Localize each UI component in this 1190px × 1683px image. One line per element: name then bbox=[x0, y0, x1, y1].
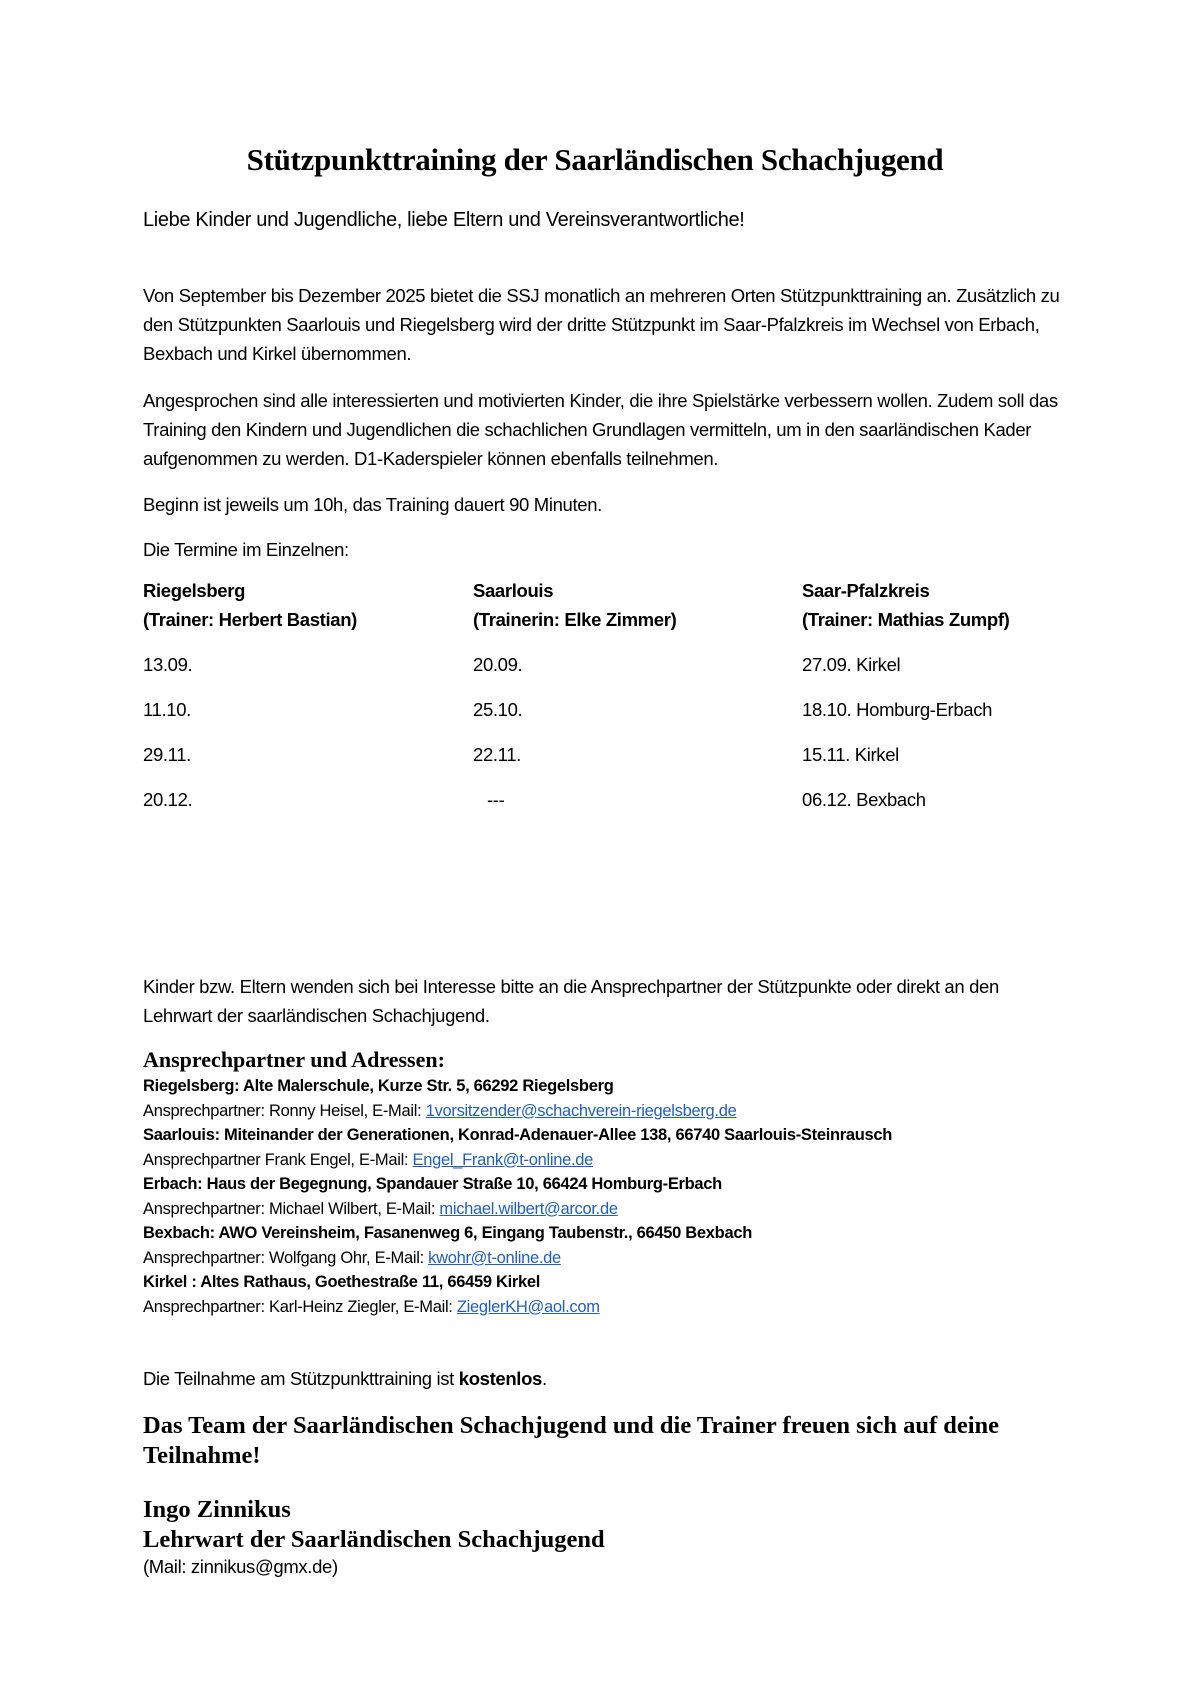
column-trainer: (Trainer: Herbert Bastian) bbox=[143, 609, 357, 630]
contact-intro: Kinder bzw. Eltern wenden sich bei Interesse bitte an die Ansprechpartner der Stützpunkte oder direkt an den Lehrwart der saarländischen Schachjugend. bbox=[143, 976, 999, 1026]
date-entry: 20.12. bbox=[143, 789, 193, 810]
page-title: Stützpunkttraining der Saarländischen Schachjugend bbox=[246, 142, 944, 177]
signature-name: Ingo Zinnikus bbox=[143, 1496, 291, 1523]
schedule-column-saar-pfalzkreis bbox=[802, 580, 1122, 834]
contact-person: Ansprechpartner: Wolfgang Ohr, E-Mail: bbox=[143, 1248, 429, 1267]
date-entry: 11.10. bbox=[143, 699, 191, 720]
column-trainer: (Trainer: Mathias Zumpf) bbox=[802, 609, 1010, 630]
schedule-column-saarlouis bbox=[473, 580, 793, 834]
contact-address: Riegelsberg: Alte Malerschule, Kurze Str. 5, 66292 Riegelsberg bbox=[143, 1077, 614, 1095]
contact-person: Ansprechpartner: Michael Wilbert, E-Mail: bbox=[143, 1199, 440, 1218]
date-entry: 15.11. Kirkel bbox=[802, 744, 899, 765]
signature-role: Lehrwart der Saarländischen Schachjugend bbox=[143, 1526, 605, 1553]
date-entry: 13.09. bbox=[143, 654, 193, 675]
fee-prefix: Die Teilnahme am Stützpunkttraining ist bbox=[143, 1368, 459, 1389]
contact-email-link[interactable]: kwohr@t-online.de bbox=[428, 1248, 561, 1267]
audience-paragraph: Angesprochen sind alle interessierten und motivierten Kinder, die ihre Spielstärke verbessern wollen. Zudem soll das Training den Kindern und Jugendlichen die schachlichen Grundlagen vermitteln, um in den saarländischen Kader aufgenommen zu werden. D1-Kaderspieler können ebenfalls teilnehmen. bbox=[143, 390, 1058, 469]
dates-intro: Die Termine im Einzelnen: bbox=[143, 539, 349, 560]
contacts-heading: Ansprechpartner und Adressen: bbox=[143, 1047, 445, 1072]
contact-email-link[interactable]: Engel_Frank@t-online.de bbox=[412, 1150, 593, 1169]
column-trainer: (Trainerin: Elke Zimmer) bbox=[473, 609, 677, 630]
intro-paragraph: Von September bis Dezember 2025 bietet die SSJ monatlich an mehreren Orten Stützpunkttraining an. Zusätzlich zu den Stützpunkten Saarlouis und Riegelsberg wird der dritte Stützpunkt im Saar-Pfalzkreis im Wechsel von Erbach, Bexbach und Kirkel übernommen. bbox=[143, 285, 1060, 364]
contact-address: Erbach: Haus der Begegnung, Spandauer Straße 10, 66424 Homburg-Erbach bbox=[143, 1175, 722, 1193]
contacts-list bbox=[143, 1074, 1143, 1319]
date-entry: 06.12. Bexbach bbox=[802, 789, 926, 810]
contact-person-line bbox=[143, 1099, 1143, 1124]
date-entry: 22.11. bbox=[473, 744, 521, 765]
signature-mail: (Mail: zinnikus@gmx.de) bbox=[143, 1556, 338, 1577]
date-entry: --- bbox=[487, 789, 505, 810]
contact-person: Ansprechpartner: Ronny Heisel, E-Mail: bbox=[143, 1101, 426, 1120]
column-location: Riegelsberg bbox=[143, 580, 246, 601]
greeting: Liebe Kinder und Jugendliche, liebe Eltern und Vereinsverantwortliche! bbox=[143, 209, 745, 231]
contact-email-link[interactable]: michael.wilbert@arcor.de bbox=[439, 1199, 618, 1218]
contact-person: Ansprechpartner Frank Engel, E-Mail: bbox=[143, 1150, 413, 1169]
fee-note bbox=[143, 1368, 547, 1390]
contact-address: Bexbach: AWO Vereinsheim, Fasanenweg 6, Eingang Taubenstr., 66450 Bexbach bbox=[143, 1224, 752, 1242]
date-entry: 29.11. bbox=[143, 744, 191, 765]
column-location: Saarlouis bbox=[473, 580, 554, 601]
closing-statement: Das Team der Saarländischen Schachjugend und die Trainer freuen sich auf deine Teilnahme! bbox=[143, 1412, 1000, 1469]
start-time-paragraph: Beginn ist jeweils um 10h, das Training dauert 90 Minuten. bbox=[143, 494, 602, 515]
contact-person-line bbox=[143, 1148, 1143, 1173]
date-entry: 25.10. bbox=[473, 699, 523, 720]
contact-address: Saarlouis: Miteinander der Generationen, Konrad-Adenauer-Allee 138, 66740 Saarlouis-Steinrausch bbox=[143, 1126, 893, 1144]
date-entry: 27.09. Kirkel bbox=[802, 654, 901, 675]
contact-person-line bbox=[143, 1197, 1143, 1222]
date-entry: 18.10. Homburg-Erbach bbox=[802, 699, 993, 720]
schedule-column-riegelsberg bbox=[143, 580, 463, 834]
contact-person: Ansprechpartner: Karl-Heinz Ziegler, E-Mail: bbox=[143, 1297, 457, 1316]
date-entry: 20.09. bbox=[473, 654, 523, 675]
column-location: Saar-Pfalzkreis bbox=[802, 580, 930, 601]
contact-address: Kirkel : Altes Rathaus, Goethestraße 11, 66459 Kirkel bbox=[143, 1273, 541, 1291]
fee-emphasis: kostenlos bbox=[458, 1368, 542, 1389]
signature-block bbox=[143, 1495, 605, 1579]
contact-person-line bbox=[143, 1295, 1143, 1320]
contact-person-line bbox=[143, 1246, 1143, 1271]
contact-email-link[interactable]: 1vorsitzender@schachverein-riegelsberg.de bbox=[425, 1101, 737, 1120]
fee-suffix: . bbox=[541, 1368, 547, 1389]
contact-email-link[interactable]: ZieglerKH@aol.com bbox=[456, 1297, 600, 1316]
